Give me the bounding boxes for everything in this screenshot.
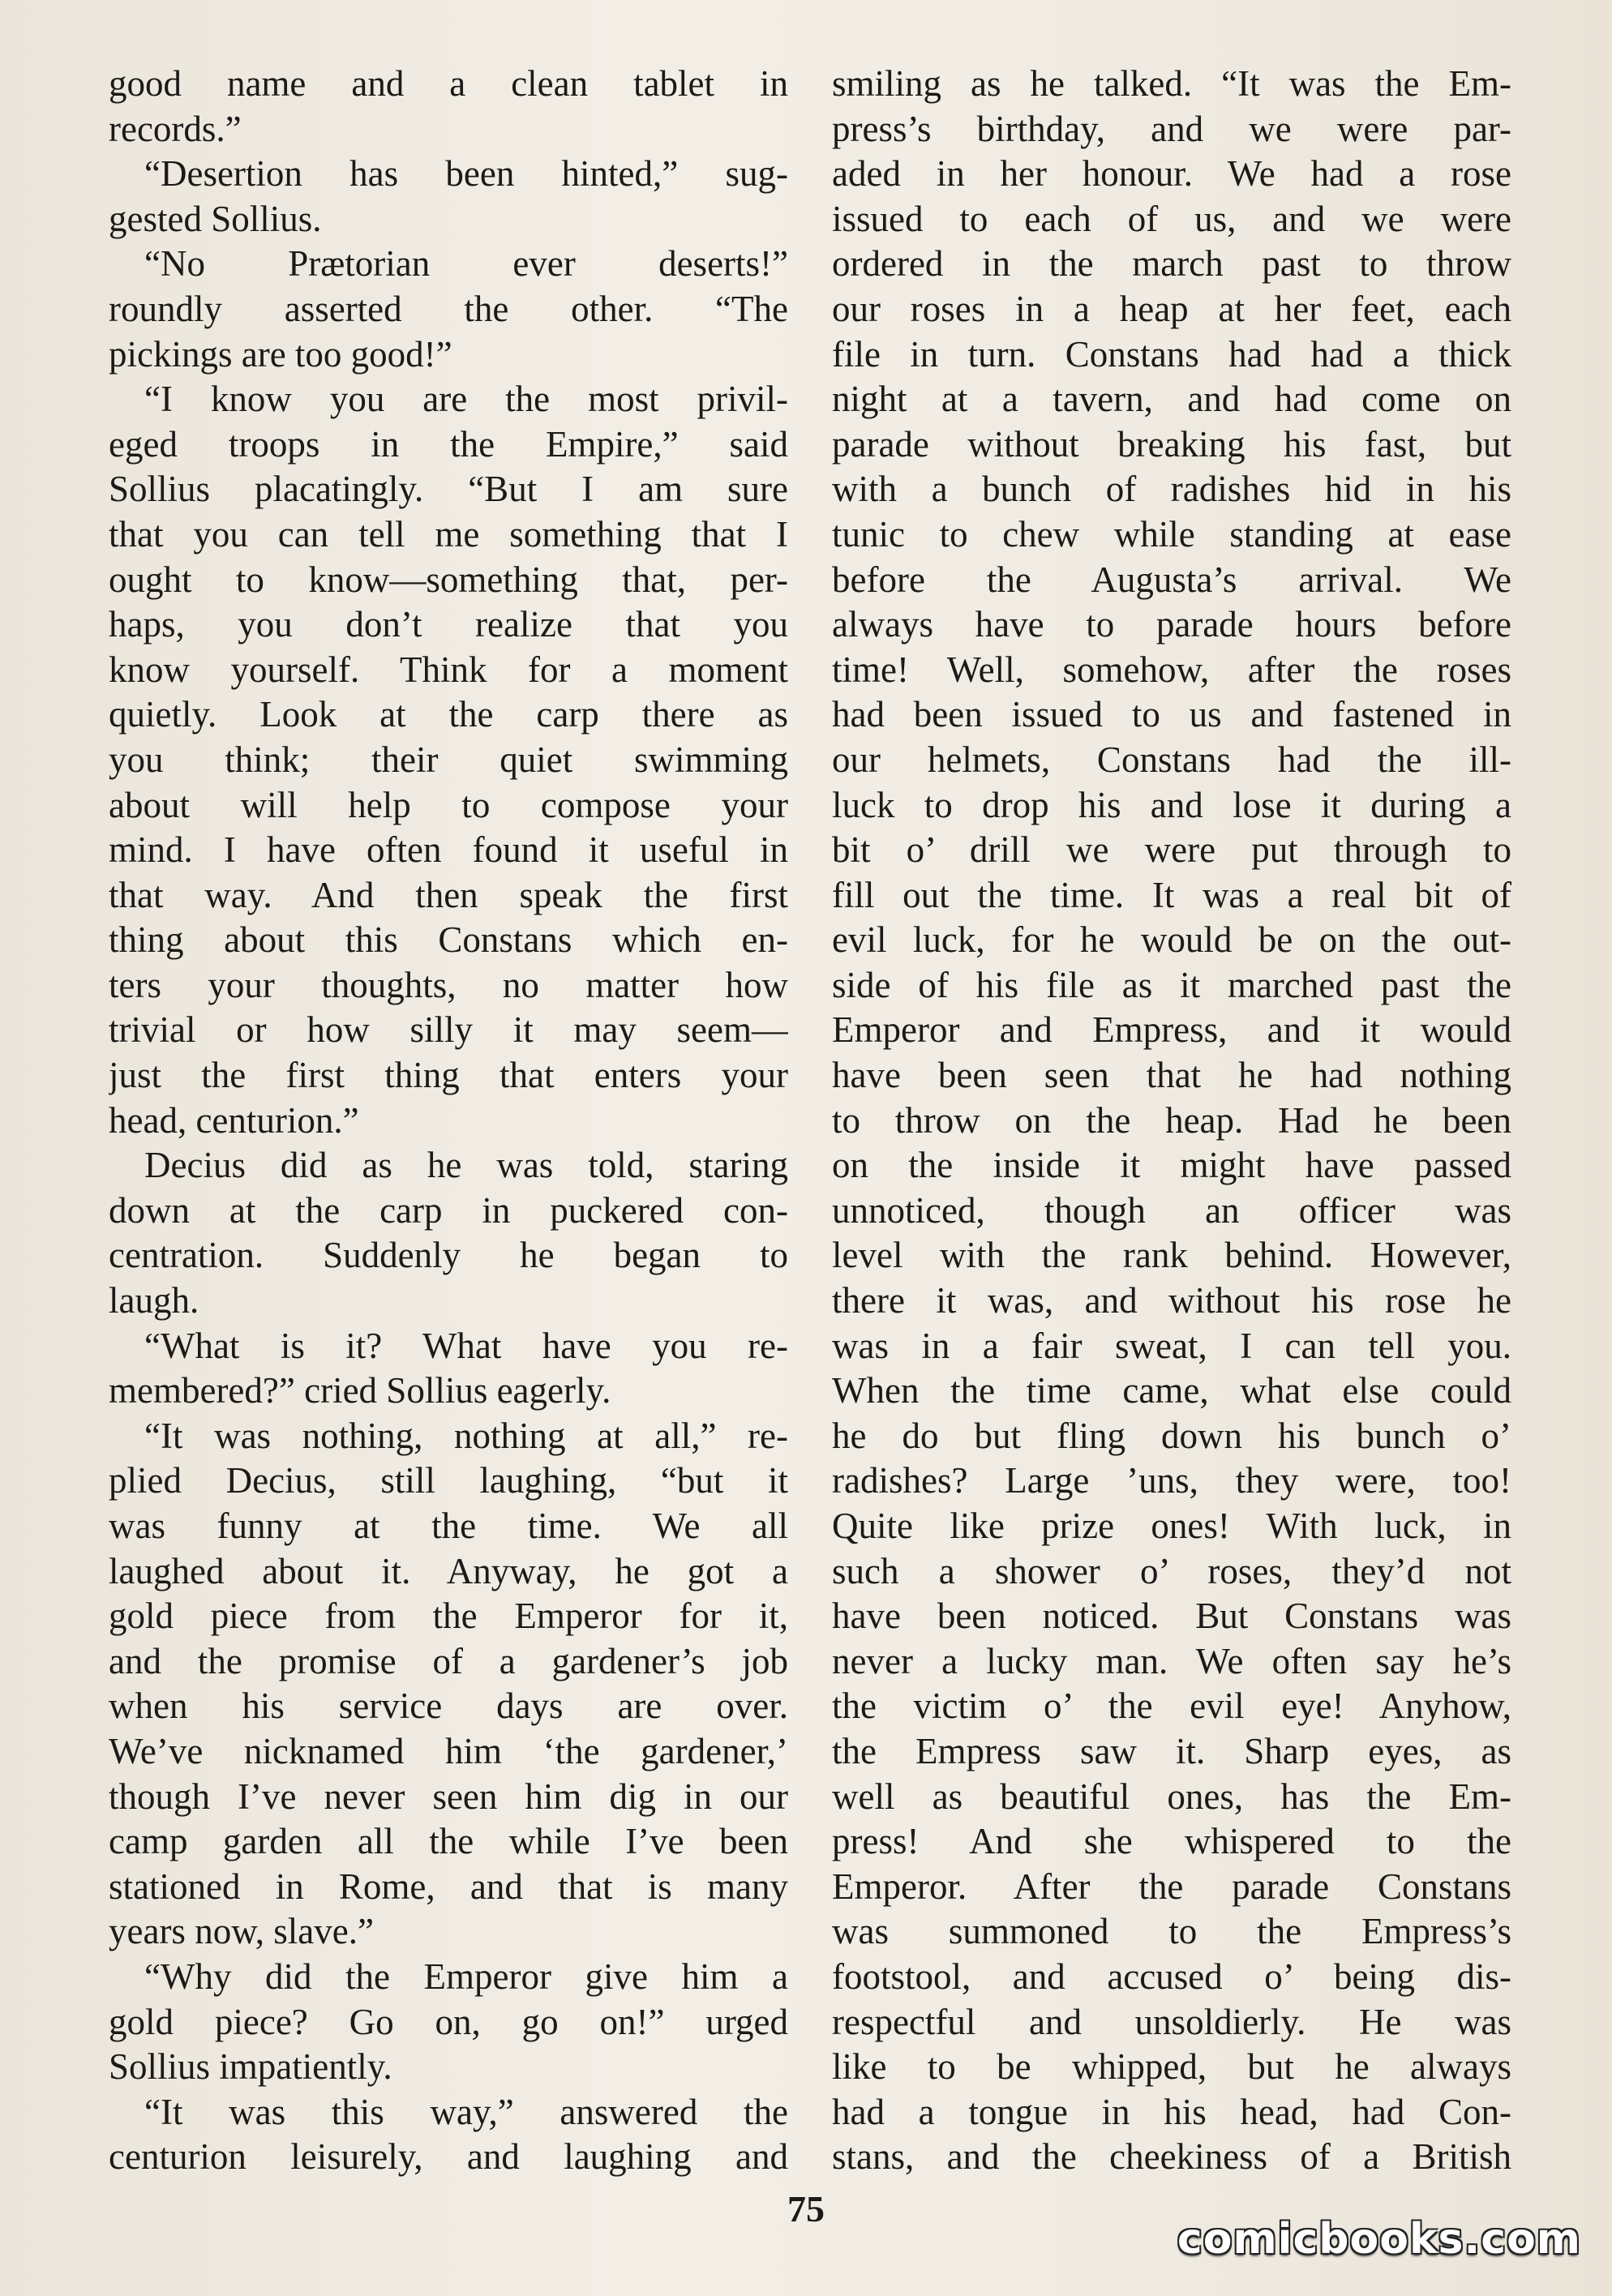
text-line: “No Prætorian ever deserts!” (144, 243, 788, 285)
left-text-column (109, 62, 788, 2180)
text-line: gold piece? Go on, go on!” urged (109, 2001, 788, 2042)
text-line: that way. And then speak the first (109, 874, 788, 915)
text-line: laugh. (109, 1280, 199, 1321)
watermark-logo: comicbooks.com (1177, 2215, 1581, 2264)
text-line: “Why did the Emperor give him a (144, 1955, 788, 1997)
text-line: smiling as he talked. “It was the Em- (832, 63, 1511, 104)
text-line: unnoticed, though an officer was (832, 1189, 1511, 1231)
text-line: luck to drop his and lose it during a (832, 784, 1511, 825)
text-line: Decius did as he was told, staring (144, 1145, 788, 1186)
text-line: like to be whipped, but he always (832, 2046, 1511, 2088)
text-line: gold piece from the Emperor for it, (109, 1596, 788, 1637)
text-line: plied Decius, still laughing, “but it (109, 1460, 788, 1501)
text-line: trivial or how silly it may seem— (109, 1009, 788, 1051)
text-line: eged troops in the Empire,” said (109, 423, 788, 465)
text-line: quietly. Look at the carp there as (109, 694, 788, 735)
text-line: laughed about it. Anyway, he got a (109, 1550, 788, 1591)
text-line: evil luck, for he would be on the out- (832, 919, 1511, 961)
text-line: haps, you don’t realize that you (109, 604, 788, 645)
text-line: Sollius impatiently. (109, 2046, 392, 2088)
text-line: “Desertion has been hinted,” sug- (144, 153, 788, 195)
text-line: our roses in a heap at her feet, each (832, 288, 1511, 329)
text-line: you think; their quiet swimming (109, 739, 788, 780)
text-line: We’ve nicknamed him ‘the gardener,’ (109, 1730, 788, 1771)
text-line: roundly asserted the other. “The (109, 288, 788, 329)
text-line: stationed in Rome, and that is many (109, 1866, 788, 1907)
text-line: though I’ve never seen him dig in our (109, 1776, 788, 1817)
text-line: just the first thing that enters your (109, 1055, 788, 1096)
text-line: centration. Suddenly he began to (109, 1235, 788, 1276)
text-line: to throw on the heap. Had he been (832, 1099, 1511, 1141)
text-line: mind. I have often found it useful in (109, 829, 788, 871)
text-line: When the time came, what else could (832, 1370, 1511, 1411)
text-line: never a lucky man. We often say he’s (832, 1640, 1511, 1681)
text-line: ters your thoughts, no matter how (109, 964, 788, 1005)
text-line: Emperor. After the parade Constans (832, 1866, 1511, 1907)
text-line: Quite like prize ones! With luck, in (832, 1506, 1511, 1546)
text-line: radishes? Large ’uns, they were, too! (832, 1460, 1511, 1501)
text-line: centurion leisurely, and laughing and (109, 2136, 788, 2178)
text-line: records.” (109, 108, 242, 149)
text-line: about will help to compose your (109, 784, 788, 825)
text-line: had been issued to us and fastened in (832, 694, 1511, 735)
right-text-column (832, 62, 1511, 2180)
text-line: Emperor and Empress, and it would (832, 1009, 1511, 1051)
text-line: there it was, and without his rose he (832, 1280, 1511, 1321)
text-line: respectful and unsoldierly. He was (832, 2001, 1511, 2042)
text-line: side of his file as it marched past the (832, 964, 1511, 1005)
text-line: file in turn. Constans had had a thick (832, 333, 1511, 375)
text-line: tunic to chew while standing at ease (832, 513, 1511, 555)
text-line: always have to parade hours before (832, 604, 1511, 645)
text-line: the Empress saw it. Sharp eyes, as (832, 1730, 1511, 1771)
page-number: 75 (787, 2188, 825, 2230)
text-line: was in a fair sweat, I can tell you. (832, 1325, 1511, 1366)
text-line: ought to know—something that, per- (109, 559, 788, 600)
text-line: ordered in the march past to throw (832, 243, 1511, 285)
text-line: “It was this way,” answered the (144, 2091, 788, 2132)
text-line: pickings are too good!” (109, 333, 452, 375)
text-line: such a shower o’ roses, they’d not (832, 1550, 1511, 1591)
text-line: “What is it? What have you re- (144, 1325, 788, 1366)
text-line: have been noticed. But Constans was (832, 1596, 1511, 1637)
text-line: he do but fling down his bunch o’ (832, 1415, 1511, 1456)
text-line: before the Augusta’s arrival. We (832, 559, 1511, 600)
text-line: was funny at the time. We all (109, 1506, 788, 1546)
text-line: membered?” cried Sollius eagerly. (109, 1370, 611, 1411)
text-line: issued to each of us, and we were (832, 198, 1511, 239)
text-line: level with the rank behind. However, (832, 1235, 1511, 1276)
text-line: on the inside it might have passed (832, 1145, 1511, 1186)
text-line: that you can tell me something that I (109, 513, 788, 555)
text-line: stans, and the cheekiness of a British (832, 2136, 1511, 2178)
text-line: Sollius placatingly. “But I am sure (109, 469, 788, 510)
text-line: good name and a clean tablet in (109, 63, 788, 104)
text-line: had a tongue in his head, had Con- (832, 2091, 1511, 2132)
text-line: our helmets, Constans had the ill- (832, 739, 1511, 780)
text-line: the victim o’ the evil eye! Anyhow, (832, 1686, 1511, 1727)
text-line: when his service days are over. (109, 1686, 788, 1727)
text-line: press! And she whispered to the (832, 1821, 1511, 1862)
text-line: head, centurion.” (109, 1099, 359, 1141)
text-line: with a bunch of radishes hid in his (832, 469, 1511, 510)
text-line: aded in her honour. We had a rose (832, 153, 1511, 195)
text-line: down at the carp in puckered con- (109, 1189, 788, 1231)
text-line: bit o’ drill we were put through to (832, 829, 1511, 871)
text-line: well as beautiful ones, has the Em- (832, 1776, 1511, 1817)
text-line: and the promise of a gardener’s job (109, 1640, 788, 1681)
text-line: parade without breaking his fast, but (832, 423, 1511, 465)
text-line: time! Well, somehow, after the roses (832, 649, 1511, 690)
text-line: footstool, and accused o’ being dis- (832, 1955, 1511, 1997)
text-line: fill out the time. It was a real bit of (832, 874, 1511, 915)
text-line: camp garden all the while I’ve been (109, 1821, 788, 1862)
text-line: gested Sollius. (109, 198, 322, 239)
text-line: “I know you are the most privil- (144, 379, 788, 420)
text-line: was summoned to the Empress’s (832, 1911, 1511, 1952)
text-line: night at a tavern, and had come on (832, 379, 1511, 420)
text-line: “It was nothing, nothing at all,” re- (144, 1415, 788, 1456)
text-line: have been seen that he had nothing (832, 1055, 1511, 1096)
text-line: thing about this Constans which en- (109, 919, 788, 961)
text-line: know yourself. Think for a moment (109, 649, 788, 690)
text-line: press’s birthday, and we were par- (832, 108, 1511, 149)
text-line: years now, slave.” (109, 1911, 374, 1952)
